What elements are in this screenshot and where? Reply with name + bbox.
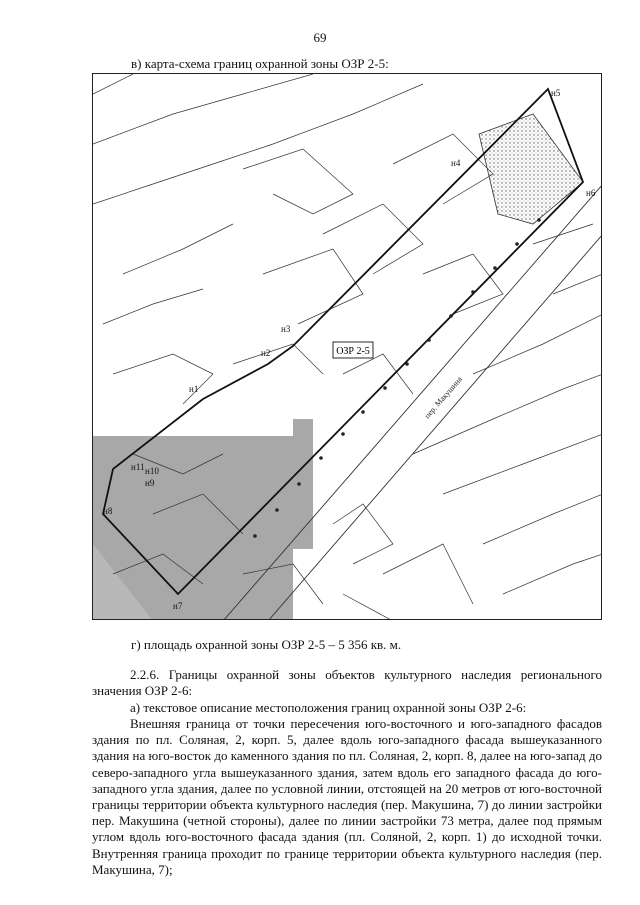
zone-label: ОЗР 2-5 <box>336 346 370 357</box>
boundary-map <box>92 73 602 620</box>
dotted-building <box>479 114 583 224</box>
point-label-n7: н7 <box>173 601 183 611</box>
point-label-n11: н11 <box>131 462 145 472</box>
point-label-n3: н3 <box>281 324 291 334</box>
area-line: г) площадь охранной зоны ОЗР 2-5 – 5 356 кв. м. <box>131 637 402 652</box>
body-paragraph-text: Внешняя граница от точки пересечения юго-восточного и юго-западного фасадов здания по пл. Соляная, 2, корп. 5, далее вдоль юго-западного фасада вышеуказанного здания на юго-восток до каменного здания по пл. Соляная, 2, корп. 8, далее на юго-запад до северо-западного угла вышеуказанного здания, затем вдоль его западного фасада до юго-западного угла здания, далее по условной линии, отстоящей на 20 метров от юго-восточной границы территории объекта культурного наследия (пер. Макушина, 7) до линии застройки пер. Макушина (четной стороны), далее по линии застройки 73 метра, далее под прямым углом вдоль юго-восточного фасада здания (пл. Соляной, 2, корп. 1) до исходной точки. Внутренняя граница проходит по границе территории объекта культурного наследия (пер. Макушина, 7); <box>92 716 602 877</box>
subsection-a <box>92 700 602 716</box>
point-label-n5: н5 <box>551 88 561 98</box>
street-label: пер. Макушина <box>422 374 464 421</box>
section-title-text: 2.2.6. Границы охранной зоны объектов культурного наследия регионального значения ОЗР 2-6: <box>92 667 602 699</box>
body-paragraph <box>92 716 602 878</box>
point-label-n4: н4 <box>451 158 461 168</box>
map-drawing <box>93 74 602 620</box>
page-number: 69 <box>313 30 327 45</box>
point-label-n1: н1 <box>189 384 199 394</box>
section-title <box>92 667 602 699</box>
point-label-n10: н10 <box>145 466 159 476</box>
point-label-n6: н6 <box>586 188 596 198</box>
point-label-n2: н2 <box>261 348 271 358</box>
subsection-a-text: а) текстовое описание местоположения границ охранной зоны ОЗР 2-6: <box>130 700 527 715</box>
shaded-territory <box>93 419 313 620</box>
map-caption: в) карта-схема границ охранной зоны ОЗР 2-5: <box>131 56 389 71</box>
point-label-n9: н9 <box>145 478 155 488</box>
point-label-n8: н8 <box>103 506 113 516</box>
